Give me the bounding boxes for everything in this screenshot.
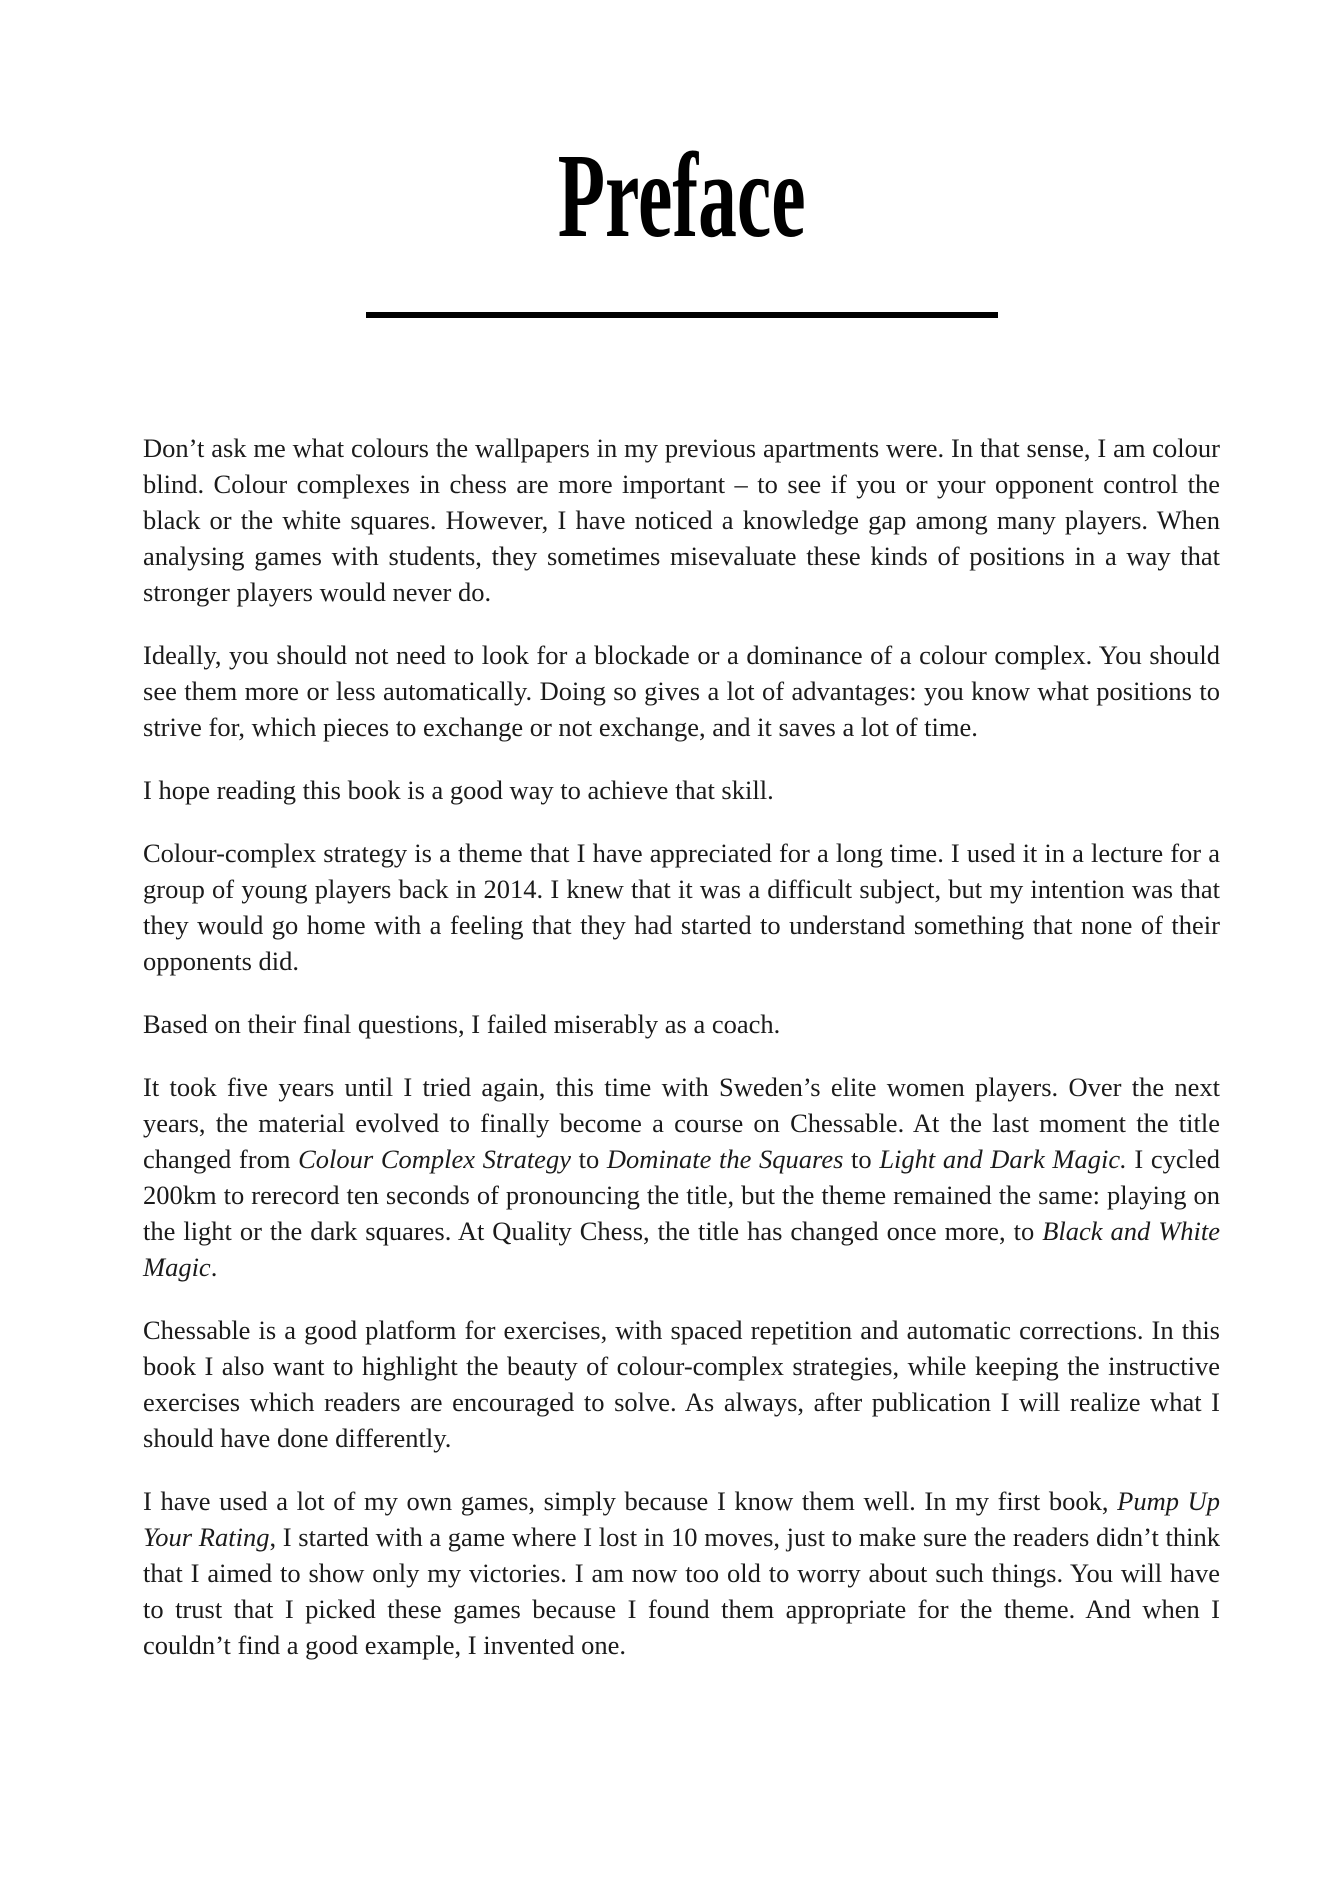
text-run: , I started with a game where I lost in 10 moves, just to make sure the readers didn’t think that I aimed to show only my victories. I am now too old to worry about such things. You will have to trust that I picked these games because I found them appropriate for the theme. And when I couldn’t find a good example, I invented one. (143, 1522, 1221, 1660)
text-run: It took five years until I tried again, this time with Sweden’s elite women players. Over the next years, the material evolved to finally become a course on Chessable. At the last moment the title changed from (143, 1072, 1220, 1174)
paragraph (143, 1006, 1220, 1042)
paragraph (143, 637, 1220, 745)
title-rule (366, 312, 998, 318)
text-run: I have used a lot of my own games, simply because I know them well. In my first book, (143, 1486, 1118, 1516)
italic-text: Light and Dark Magic. (879, 1144, 1127, 1174)
paragraph (143, 835, 1220, 979)
italic-text: Black and White Magic (143, 1216, 1221, 1282)
text-run: . (210, 1252, 218, 1282)
text-run: Based on their final questions, I failed miserably as a coach. (143, 1009, 781, 1039)
page-title: Preface (557, 129, 806, 263)
text-run: Don’t ask me what colours the wallpapers in my previous apartments were. In that sense, I am colour blind. Colour complexes in chess are more important – to see if you or your opponent control the black or the white squares. However, I have noticed a knowledge gap among many players. When analysing games with students, they sometimes misevaluate these kinds of positions in a way that stronger players would never do. (143, 433, 1220, 607)
text-run: Chessable is a good platform for exercises, with spaced repetition and automatic corrections. In this book I also want to highlight the beauty of colour-complex strategies, while keeping the instructive exercises which readers are encouraged to solve. As always, after publication I will realize what I should have done differently. (143, 1315, 1220, 1453)
italic-text: Colour Complex Strategy (298, 1144, 571, 1174)
text-run: Ideally, you should not need to look for a blockade or a dominance of a colour complex. You should see them more or less automatically. Doing so gives a lot of advantages: you know what positions to strive for, which pieces to exchange or not exchange, and it saves a lot of time. (143, 640, 1220, 742)
paragraph (143, 1069, 1220, 1285)
text-run: I hope reading this book is a good way to achieve that skill. (143, 775, 774, 805)
paragraph (143, 1312, 1220, 1456)
paragraph (143, 1483, 1220, 1663)
italic-text: Pump Up Your Rating (143, 1486, 1220, 1552)
chapter-heading (143, 0, 1220, 263)
italic-text: Dominate the Squares (606, 1144, 844, 1174)
paragraph (143, 430, 1220, 610)
paragraph (143, 772, 1220, 808)
text-run: Colour-complex strategy is a theme that I have appreciated for a long time. I used it in a lecture for a group of young players back in 2014. I knew that it was a difficult subject, but my intention was that they would go home with a feeling that they had started to understand something that none of their opponents did. (143, 838, 1220, 976)
text-run: I cycled 200km to rerecord ten seconds of pronouncing the title, but the theme remained the same: playing on the light or the dark squares. At Quality Chess, the title has changed once more, to (143, 1144, 1220, 1246)
text-run: to (570, 1144, 607, 1174)
text-run: to (843, 1144, 880, 1174)
preface-text (143, 430, 1220, 1663)
